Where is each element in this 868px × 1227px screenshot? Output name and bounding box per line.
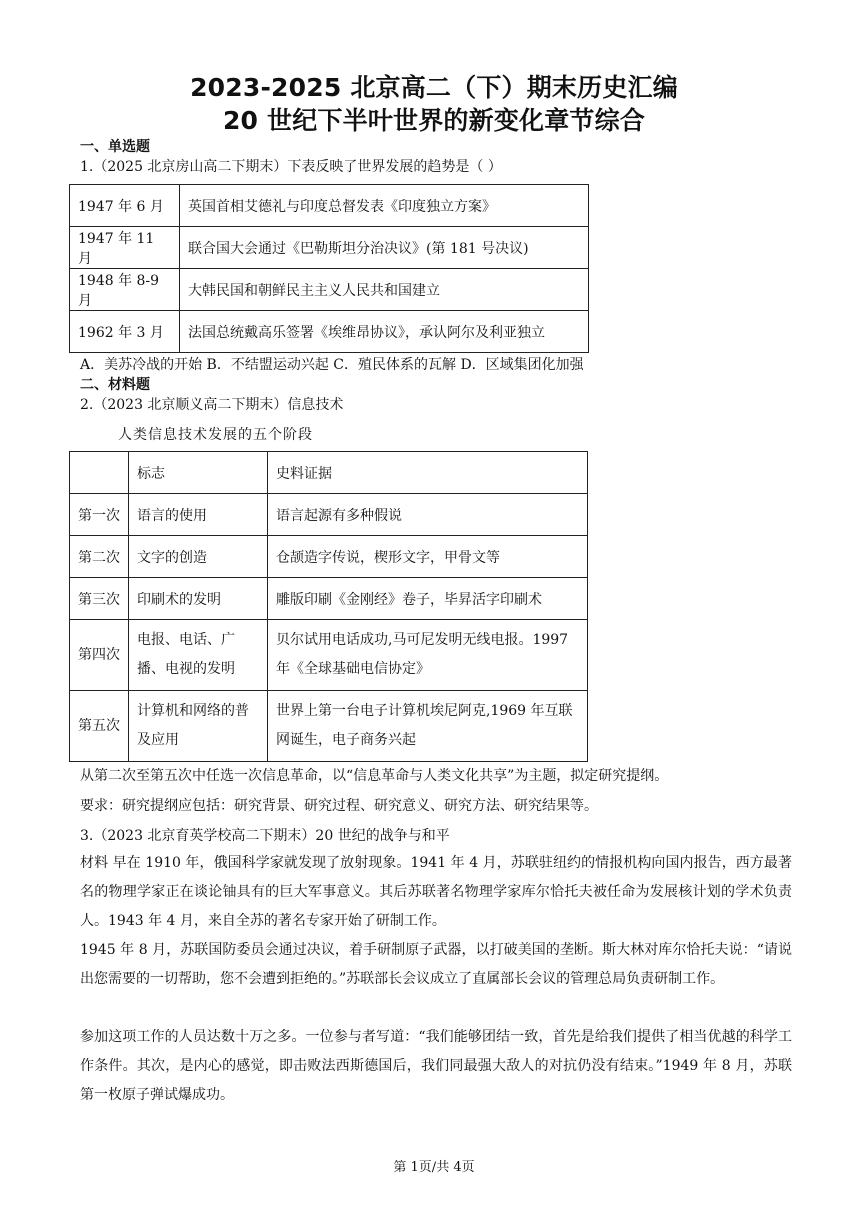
table-cell-mark: 计算机和网络的普及应用 <box>129 691 268 762</box>
table-header-cell: 史料证据 <box>268 452 588 494</box>
table-cell-date: 1962 年 3 月 <box>70 311 180 353</box>
question-2-table-caption: 人类信息技术发展的五个阶段 <box>118 427 313 443</box>
document-title-line1: 2023-2025 北京高二（下）期末历史汇编 <box>190 73 678 102</box>
table-header-cell: 标志 <box>129 452 268 494</box>
question-1-options: A．美苏冷战的开始 B．不结盟运动兴起 C．殖民体系的瓦解 D．区域集团化加强 <box>80 357 584 373</box>
table-cell-evidence: 仓颉造字传说，楔形文字，甲骨文等 <box>268 536 588 578</box>
table-cell-mark: 印刷术的发明 <box>129 578 268 620</box>
table-row <box>70 578 588 620</box>
table-cell-evidence: 语言起源有多种假说 <box>268 494 588 536</box>
table-cell-stage: 第二次 <box>70 536 129 578</box>
table-cell-event: 联合国大会通过《巴勒斯坦分治决议》(第 181 号决议) <box>180 227 589 269</box>
table-cell-evidence: 雕版印刷《金刚经》卷子，毕昇活字印刷术 <box>268 578 588 620</box>
question-3-stem: 3.（2023 北京育英学校高二下期末）20 世纪的战争与和平 <box>80 828 450 844</box>
document-title-line2: 20 世纪下半叶世界的新变化章节综合 <box>222 106 646 135</box>
table-cell-date: 1947 年 11 月 <box>70 227 180 269</box>
table-row <box>70 311 589 353</box>
table-cell-date: 1948 年 8-9 月 <box>70 269 180 311</box>
table-header-row <box>70 452 588 494</box>
table-row <box>70 227 589 269</box>
table-cell-stage: 第四次 <box>70 620 129 691</box>
question-2-task: 从第二次至第五次中任选一次信息革命，以“信息革命与人类文化共享”为主题，拟定研究提纲。 <box>80 768 669 784</box>
table-cell-stage: 第一次 <box>70 494 129 536</box>
table-cell-mark: 文字的创造 <box>129 536 268 578</box>
question-2-stem: 2.（2023 北京顺义高二下期末）信息技术 <box>80 397 344 413</box>
table-cell-event: 法国总统戴高乐签署《埃维昂协议》，承认阿尔及利亚独立 <box>180 311 589 353</box>
section-heading-single-choice: 一、单选题 <box>80 139 150 155</box>
question-1-table <box>69 184 589 353</box>
table-cell-mark: 电报、电话、广播、电视的发明 <box>129 620 268 691</box>
section-heading-material: 二、材料题 <box>80 377 150 393</box>
question-2-table <box>69 451 588 762</box>
question-3-paragraph-3: 参加这项工作的人员达数十万之多。一位参与者写道：“我们能够团结一致，首先是给我们提供了相当优越的科学工作条件。其次，是内心的感觉，即击败法西斯德国后，我们同最强大敌人的对抗仍没有结束。”1949 年 8 月，苏联第一枚原子弹试爆成功。 <box>80 1029 792 1103</box>
table-row <box>70 691 588 762</box>
table-cell-stage: 第五次 <box>70 691 129 762</box>
table-row <box>70 620 588 691</box>
table-row <box>70 494 588 536</box>
question-2-requirement: 要求：研究提纲应包括：研究背景、研究过程、研究意义、研究方法、研究结果等。 <box>80 798 598 814</box>
table-row <box>70 269 589 311</box>
table-header-cell <box>70 452 129 494</box>
table-cell-evidence: 世界上第一台电子计算机埃尼阿克,1969 年互联网诞生，电子商务兴起 <box>268 691 588 762</box>
table-cell-stage: 第三次 <box>70 578 129 620</box>
table-cell-event: 英国首相艾德礼与印度总督发表《印度独立方案》 <box>180 185 589 227</box>
table-cell-date: 1947 年 6 月 <box>70 185 180 227</box>
table-row <box>70 536 588 578</box>
table-row <box>70 185 589 227</box>
question-3-paragraph-1: 材料 早在 1910 年，俄国科学家就发现了放射现象。1941 年 4 月，苏联驻纽约的情报机构向国内报告，西方最著名的物理学家正在谈论铀具有的巨大军事意义。其后苏联著名物理学家库尔恰托夫被任命为发展核计划的学术负责人。1943 年 4 月，来自全苏的著名专家开始了研制工作。 <box>80 855 792 929</box>
table-cell-evidence: 贝尔试用电话成功,马可尼发明无线电报。1997 年《全球基础电信协定》 <box>268 620 588 691</box>
table-cell-mark: 语言的使用 <box>129 494 268 536</box>
page-number: 第 1页/共 4页 <box>393 1160 475 1175</box>
question-1-stem: 1.（2025 北京房山高二下期末）下表反映了世界发展的趋势是（ ） <box>80 159 502 175</box>
question-3-paragraph-2: 1945 年 8 月，苏联国防委员会通过决议，着手研制原子武器，以打破美国的垄断。斯大林对库尔恰托夫说：“请说出您需要的一切帮助，您不会遭到拒绝的。”苏联部长会议成立了直属部长会议的管理总局负责研制工作。 <box>80 942 792 987</box>
table-cell-event: 大韩民国和朝鲜民主主义人民共和国建立 <box>180 269 589 311</box>
